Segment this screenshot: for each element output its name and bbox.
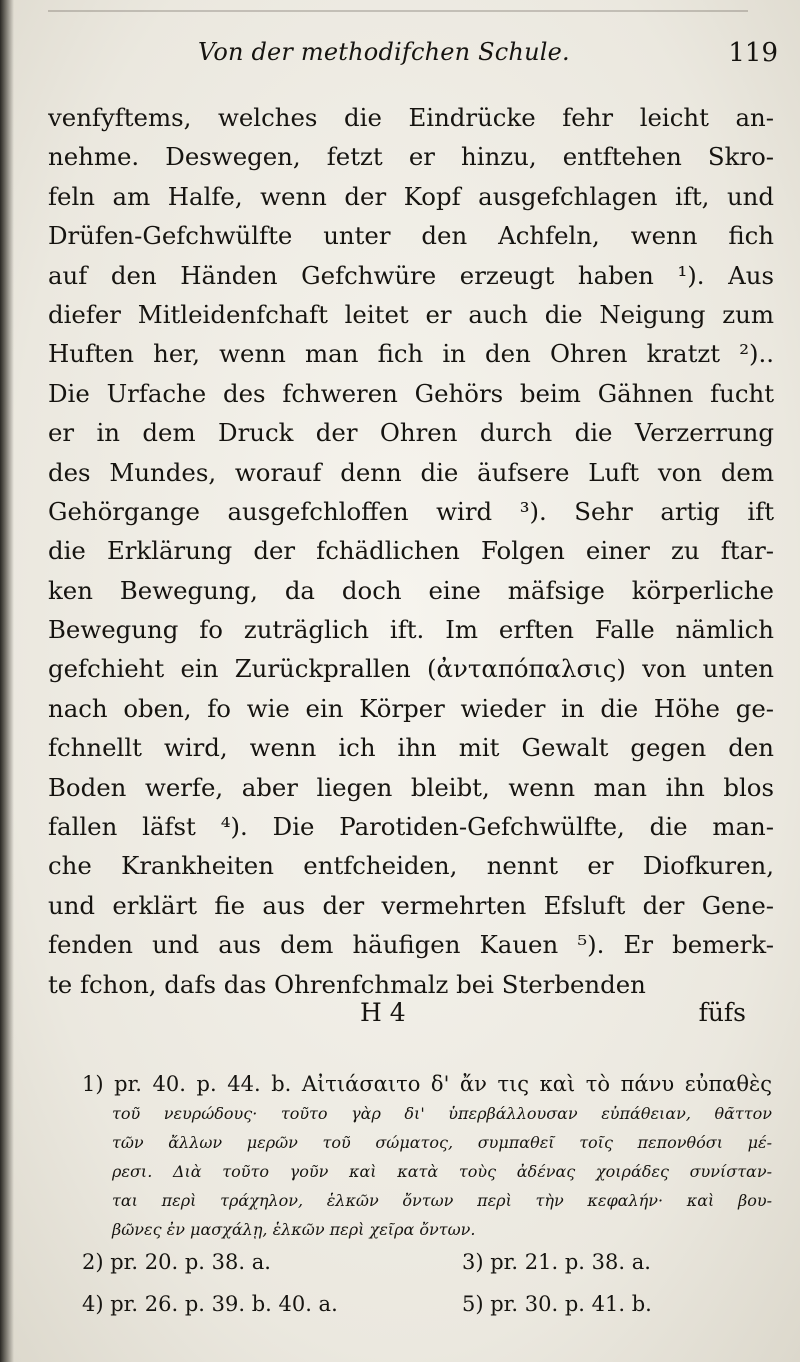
text-line: er in dem Druck der Ohren durch die Verzerrung [48, 418, 774, 448]
footnote-line: ρεσι. Διὰ τοῦτο γοῦν καὶ κατὰ τοὺς ἀδένας χοιράδες συνίσταν- [112, 1162, 772, 1181]
text-line: Gehörgange ausgefchloffen wird ³). Sehr artig ift [48, 496, 774, 526]
text-line: gefchieht ein Zurückprallen (ἀνταπόπαλσις) von unten [48, 654, 774, 684]
text-line: feln am Halfe, wenn der Kopf ausgefchlagen ift, und [48, 181, 774, 211]
catchword: füfs [698, 998, 746, 1027]
page-number: 119 [728, 38, 778, 68]
text-line: Boden werfe, aber liegen bleibt, wenn man ihn blos [48, 772, 774, 802]
main-text-block [48, 98, 774, 1004]
footnote-line: ται περὶ τράχηλον, ἑλκῶν ὄντων περὶ τὴν κεφαλήν· καὶ βου- [112, 1191, 772, 1210]
text-line: auf den Händen Gefchwüre erzeugt haben ¹). Aus [48, 260, 774, 290]
text-line: Drüfen-Gefchwülfte unter den Achfeln, wenn fich [48, 221, 774, 251]
footnote-line: τῶν ἄλλων μερῶν τοῦ σώματος, συμπαθεῖ τοῖς πεπονθόσι μέ- [112, 1133, 772, 1152]
footnote-4: 4) pr. 26. p. 39. b. 40. a. [82, 1292, 338, 1316]
text-line: des Mundes, worauf denn die äufsere Luft von dem [48, 457, 774, 487]
text-line: nach oben, fo wie ein Körper wieder in die Höhe ge- [48, 693, 774, 723]
text-line: fenden und aus dem häufigen Kauen ⁵). Er bemerk- [48, 930, 774, 960]
text-line: che Krankheiten entfcheiden, nennt er Diofkuren, [48, 851, 774, 881]
text-line: fallen läfst ⁴). Die Parotiden-Gefchwülfte, die man- [48, 812, 774, 842]
text-line: venfyftems, welches die Eindrücke fehr leicht an- [48, 103, 774, 132]
footnote-2: 2) pr. 20. p. 38. a. [82, 1250, 271, 1274]
footnote-line: βῶνες ἐν μασχάλῃ, ἑλκῶν περὶ χεῖρα ὄντων. [112, 1220, 476, 1239]
footnote-line: τοῦ νευρώδους· τοῦτο γὰρ δι' ὑπερβάλλουσαν εὐπάθειαν, θᾶττον [112, 1104, 772, 1123]
text-line: die Erklärung der fchädlichen Folgen einer zu ftar- [48, 536, 774, 566]
text-line: Huften her, wenn man fich in den Ohren kratzt ²).. [48, 339, 774, 369]
printer-signature-mark: H 4 [360, 998, 406, 1027]
text-line: Die Urfache des fchweren Gehörs beim Gähnen fucht [48, 378, 774, 408]
signature-row [48, 998, 746, 1032]
reference-row [82, 1292, 682, 1334]
footnote-1 [82, 1070, 772, 1244]
page-header [48, 38, 778, 78]
page-gutter-shadow [0, 0, 14, 1362]
footnote-5: 5) pr. 30. p. 41. b. [462, 1292, 652, 1316]
text-line: diefer Mitleidenfchaft leitet er auch die Neigung zum [48, 299, 774, 329]
text-line: te fchon, dafs das Ohrenfchmalz bei Sterbenden [48, 969, 646, 999]
text-line: und erklärt fie aus der vermehrten Efsluft der Gene- [48, 890, 774, 920]
footnote-3: 3) pr. 21. p. 38. a. [462, 1250, 651, 1274]
footnote-line: 1) pr. 40. p. 44. b. Αἰτιάσαιτο δ' ἄν τις καὶ τὸ πάνυ εὐπαθὲς [82, 1072, 772, 1096]
footnote-references [82, 1250, 682, 1334]
text-line: nehme. Deswegen, fetzt er hinzu, entftehen Skro- [48, 142, 774, 172]
text-line: Bewegung fo zuträglich ift. Im erften Falle nämlich [48, 615, 774, 645]
text-line: fchnellt wird, wenn ich ihn mit Gewalt gegen den [48, 733, 774, 763]
text-line: ken Bewegung, da doch eine mäfsige körperliche [48, 575, 774, 605]
reference-row [82, 1250, 682, 1292]
running-title: Von der methodifchen Schule. [198, 38, 570, 66]
top-edge-mark [48, 10, 748, 12]
